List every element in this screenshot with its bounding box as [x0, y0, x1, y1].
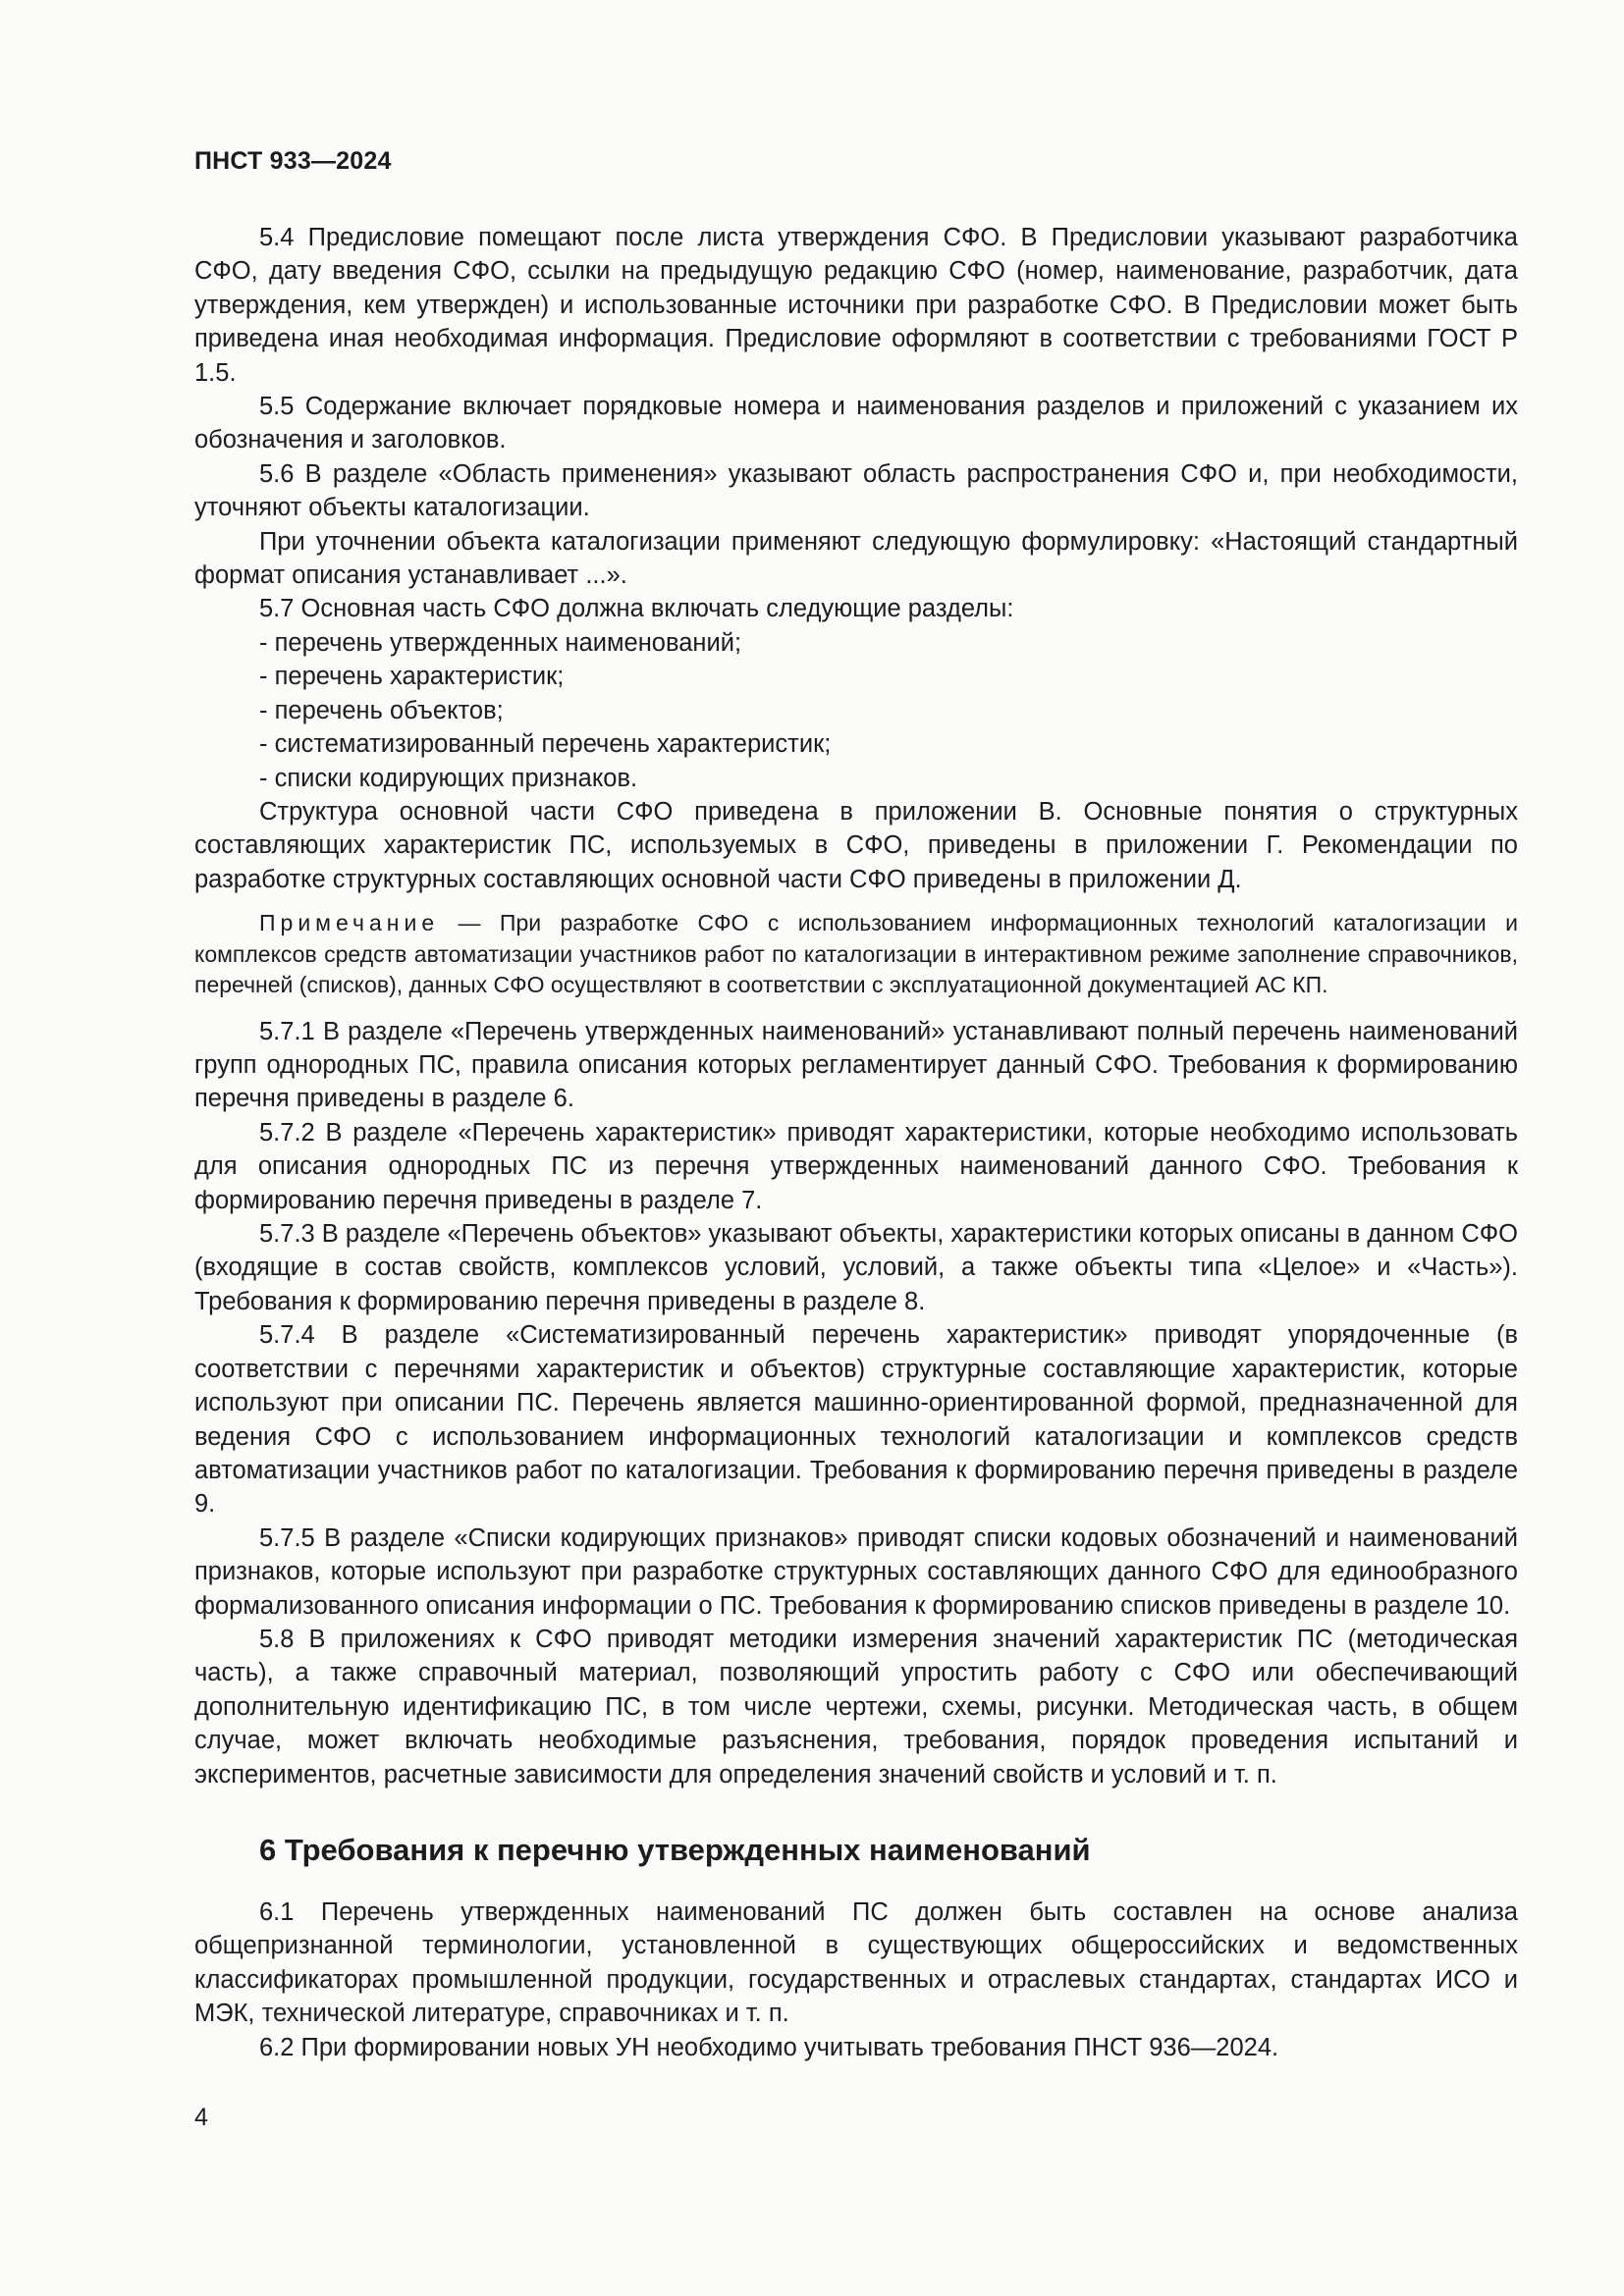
- paragraph-5-7-4: 5.7.4 В разделе «Систематизированный перечень характеристик» приводят упорядоченные (в соответствии с перечнями характеристик и объектов) структурные составляющие характеристик, которые используют при описании ПС. Перечень является машинно-ориентированной формой, предназначенной для ведения СФО с использованием информационных технологий каталогизации и комплексов средств автоматизации участников работ по каталогизации. Требования к формированию перечня приведены в разделе 9.: [194, 1321, 1518, 1519]
- paragraph-5-6-clarification: При уточнении объекта каталогизации применяют следующую формулировку: «Настоящий стандартный формат описания устанавливает ...».: [194, 527, 1518, 590]
- paragraph-5-7-1: 5.7.1 В разделе «Перечень утвержденных наименований» устанавливают полный перечень наименований групп однородных ПС, правила описания которых регламентирует данный СФО. Требования к формированию перечня приведены в разделе 6.: [194, 1017, 1518, 1113]
- paragraph-5-6: 5.6 В разделе «Область применения» указывают область распространения СФО и, при необходимости, уточняют объекты каталогизации.: [194, 459, 1518, 522]
- list-item: - перечень объектов;: [259, 696, 504, 724]
- paragraph-5-5: 5.5 Содержание включает порядковые номера и наименования разделов и приложений с указанием их обозначения и заголовков.: [194, 393, 1518, 454]
- paragraph-6-1: 6.1 Перечень утвержденных наименований ПС должен быть составлен на основе анализа общепризнанной терминологии, установленной в существующих общероссийских и ведомственных классификаторах промышленной продукции, государственных и отраслевых стандартах, стандартах ИСО и МЭК, технической литературе, справочниках и т. п.: [194, 1897, 1518, 2028]
- paragraph-6-2: 6.2 При формировании новых УН необходимо учитывать требования ПНСТ 936—2024.: [259, 2033, 1279, 2061]
- list-item: - перечень характеристик;: [259, 663, 565, 691]
- section-6-heading: 6 Требования к перечню утвержденных наименований: [259, 1832, 1091, 1867]
- paragraph-5-7: 5.7 Основная часть СФО должна включать следующие разделы:: [259, 595, 1014, 623]
- note-text: — При разработке СФО с использованием информационных технологий каталогизации и комплексов средств автоматизации участников работ по каталогизации в интерактивном режиме заполнение справочников, перечней (списков), данных СФО осуществляют в соответствии с эксплуатационной документацией АС КП.: [194, 910, 1518, 998]
- page-number: 4: [194, 2104, 208, 2131]
- paragraph-5-4: 5.4 Предисловие помещают после листа утверждения СФО. В Предисловии указывают разработчика СФО, дату введения СФО, ссылки на предыдущую редакцию СФО (номер, наименование, разработчик, дата утверждения, кем утвержден) и использованные источники при разработке СФО. В Предисловии может быть приведена иная необходимая информация. Предисловие оформляют в соответствии с требованиями ГОСТ Р 1.5.: [194, 224, 1518, 387]
- paragraph-structure: Структура основной части СФО приведена в приложении В. Основные понятия о структурных составляющих характеристик ПС, используемых в СФО, приведены в приложении Г. Рекомендации по разработке структурных составляющих основной части СФО приведены в приложении Д.: [194, 797, 1518, 893]
- paragraph-5-7-3: 5.7.3 В разделе «Перечень объектов» указывают объекты, характеристики которых описаны в данном СФО (входящие в состав свойств, комплексов условий, условий, а также объекты типа «Целое» и «Часть»). Требования к формированию перечня приведены в разделе 8.: [194, 1220, 1518, 1315]
- list-item: - перечень утвержденных наименований;: [259, 628, 742, 657]
- paragraph-5-7-2: 5.7.2 В разделе «Перечень характеристик» приводят характеристики, которые необходимо использовать для описания однородных ПС из перечня утвержденных наименований данного СФО. Требования к формированию перечня приведены в разделе 7.: [194, 1118, 1518, 1214]
- sections-list: [194, 626, 1518, 795]
- paragraph-5-7-5: 5.7.5 В разделе «Списки кодирующих признаков» приводят списки кодовых обозначений и наименований признаков, которые используют при разработке структурных составляющих данного СФО для единообразного формализованного описания информации о ПС. Требования к формированию списков приведены в разделе 10.: [194, 1523, 1518, 1620]
- document-body: [194, 221, 1518, 2064]
- list-item: - списки кодирующих признаков.: [259, 764, 638, 792]
- document-header: ПНСТ 933—2024: [194, 147, 392, 175]
- list-item: - систематизированный перечень характеристик;: [259, 730, 832, 759]
- note-label: Примечание: [259, 910, 440, 936]
- paragraph-5-8: 5.8 В приложениях к СФО приводят методики измерения значений характеристик ПС (методическая часть), а также справочный материал, позволяющий упростить работу с СФО или обеспечивающий дополнительную идентификацию ПС, в том числе чертежи, схемы, рисунки. Методическая часть, в общем случае, может включать необходимые разъяснения, требования, порядок проведения испытаний и экспериментов, расчетные зависимости для определения значений свойств и условий и т. п.: [194, 1625, 1518, 1789]
- note: [194, 908, 1518, 1001]
